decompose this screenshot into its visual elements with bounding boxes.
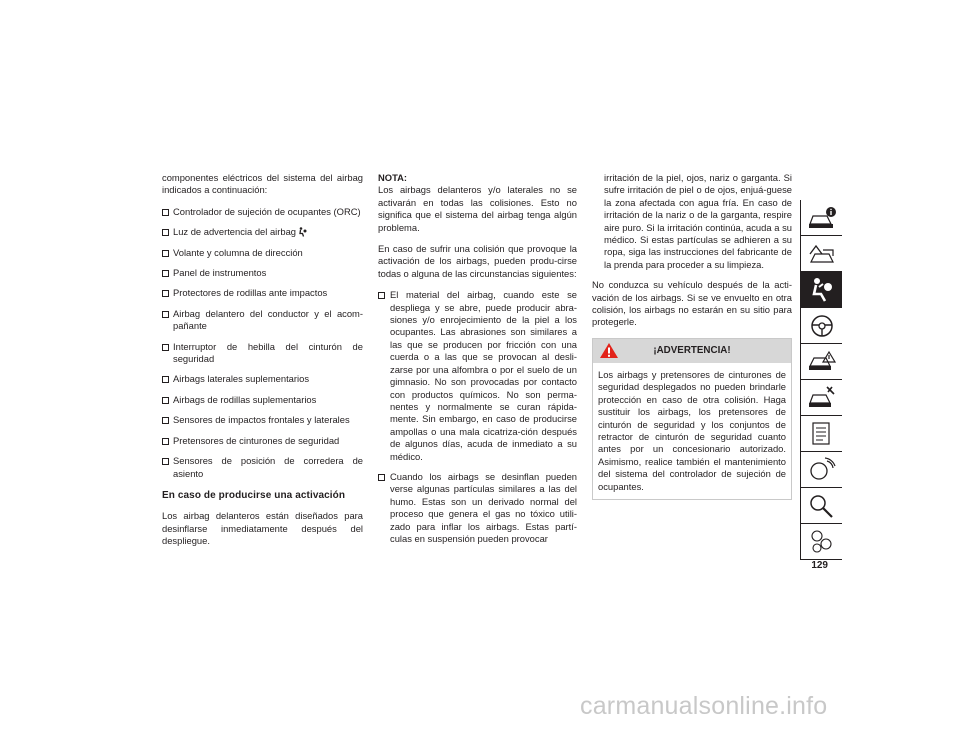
column-middle [378, 172, 577, 545]
tab-service[interactable] [800, 380, 842, 416]
intro-text: componentes eléctricos del sistema del airbag indicados a continuación: [162, 172, 363, 196]
warning-text: Los airbags y pretensores de cinturones de seguridad desplegados no pueden brindarle protección en caso de otra colisión. Haga sustituir los airbags, los pretensores de cinturón de seguridad y los conjuntos de retractor de cinturón de seguridad cuanto antes por un concesionario autorizado. Asimismo, realice también el mantenimiento del sistema del controlador de sujeción de ocupantes. [598, 368, 786, 492]
column-right [592, 172, 792, 500]
list-item: Airbags laterales suplementarios [162, 373, 363, 385]
service-car-icon [807, 384, 837, 412]
airbag-seat-icon [807, 276, 837, 304]
tab-multimedia[interactable] [800, 452, 842, 488]
multimedia-icon [807, 456, 837, 484]
list-item: El material del airbag, cuando este se despliega y se abre, puede producir abra-siones y/o enrojecimiento de la piel a los ocupantes. Las abrasiones son similares a las que se producen por fricción con una cuerda o a las que se provocan al desli-zarse por una alfombra o por el suelo de un gimnasio. No son provocadas por contacto con productos químicos. No son perma-nentes y normalmente se curan rápida-mente. Sin embargo, en caso de producirse ampollas o una mala cicatriza-ción después de algunos días, acuda de inmediato a su médico. [378, 289, 577, 463]
tab-specifications[interactable] [800, 416, 842, 452]
collision-text: En caso de sufrir una colisión que provoque la activación de los airbags, pueden produ-cirse todas o alguna de las circunstancias siguientes: [378, 243, 577, 279]
emergency-car-icon [807, 348, 837, 376]
airbag-warning-icon [298, 227, 307, 237]
list-item: Airbag delantero del conductor y el acom-pañante [162, 308, 363, 333]
column-left [162, 172, 363, 557]
list-item: Cuando los airbags se desinflan pueden verse algunas partículas similares a las del humo. Estas son un derivado normal del proceso que genera el gas no tóxico utili-zado para inflar los airbags. Estas partí-culas en suspensión pueden provocar [378, 471, 577, 545]
list-item: Protectores de rodillas ante impactos [162, 287, 363, 299]
car-info-icon [807, 204, 837, 232]
dashboard-lights-icon [807, 240, 837, 268]
tab-dashboard-lights[interactable] [800, 236, 842, 272]
search-icon [807, 492, 837, 520]
watermark: carmanualsonline.info [580, 692, 828, 720]
language-index-icon [807, 528, 837, 556]
components-list [162, 206, 363, 480]
tab-safety[interactable] [800, 272, 842, 308]
list-item: Panel de instrumentos [162, 267, 363, 279]
tab-car-info[interactable] [800, 200, 842, 236]
note-label: NOTA: [378, 172, 407, 183]
list-item: Volante y columna de dirección [162, 247, 363, 259]
warning-header [593, 339, 791, 363]
list-item: Pretensores de cinturones de seguridad [162, 435, 363, 447]
note-text: Los airbags delanteros y/o laterales no se activarán en todas las colisiones. Esto no significa que el sistema del airbag tenga algún problema. [378, 184, 577, 233]
drive-text: No conduzca su vehículo después de la acti-vación de los airbags. Si se ve envuelto en otra colisión, los airbags no estarán en su sitio para protegerle. [592, 279, 792, 328]
tab-search[interactable] [800, 488, 842, 524]
deploy-text: Los airbag delanteros están diseñados para desinflarse inmediatamente después del despliegue. [162, 510, 363, 547]
tab-steering[interactable] [800, 308, 842, 344]
steering-wheel-icon [807, 312, 837, 340]
list-item: Sensores de impactos frontales y laterales [162, 414, 363, 426]
list-item: Sensores de posición de corredera de asiento [162, 455, 363, 480]
effects-list [378, 289, 577, 545]
warning-triangle-icon [599, 342, 619, 359]
warning-box [592, 338, 792, 500]
warning-title: ¡ADVERTENCIA! [653, 344, 731, 356]
list-item: Interruptor de hebilla del cinturón de seguridad [162, 341, 363, 366]
list-item: Luz de advertencia del airbag [162, 226, 363, 238]
list-item: Airbags de rodillas suplementarios [162, 394, 363, 406]
specifications-list-icon [807, 420, 837, 448]
tab-language-index[interactable] [800, 524, 842, 560]
list-item: Controlador de sujeción de ocupantes (ORC) [162, 206, 363, 218]
continuation-text: irritación de la piel, ojos, nariz o garganta. Si sufre irritación de piel o de ojos, enjuá-guese la zona afectada con agua fría. En caso de irritación de la nariz o de la garganta, respire aire puro. Si la irritación continúa, acuda a su médico. Si estas partículas se adhieren a su ropa, siga las instrucciones del fabricante de la prenda para proceder a su limpieza. [604, 172, 792, 270]
page-number: 129 [811, 560, 828, 571]
tab-emergency[interactable] [800, 344, 842, 380]
section-heading: En caso de producirse una activación [162, 489, 346, 501]
